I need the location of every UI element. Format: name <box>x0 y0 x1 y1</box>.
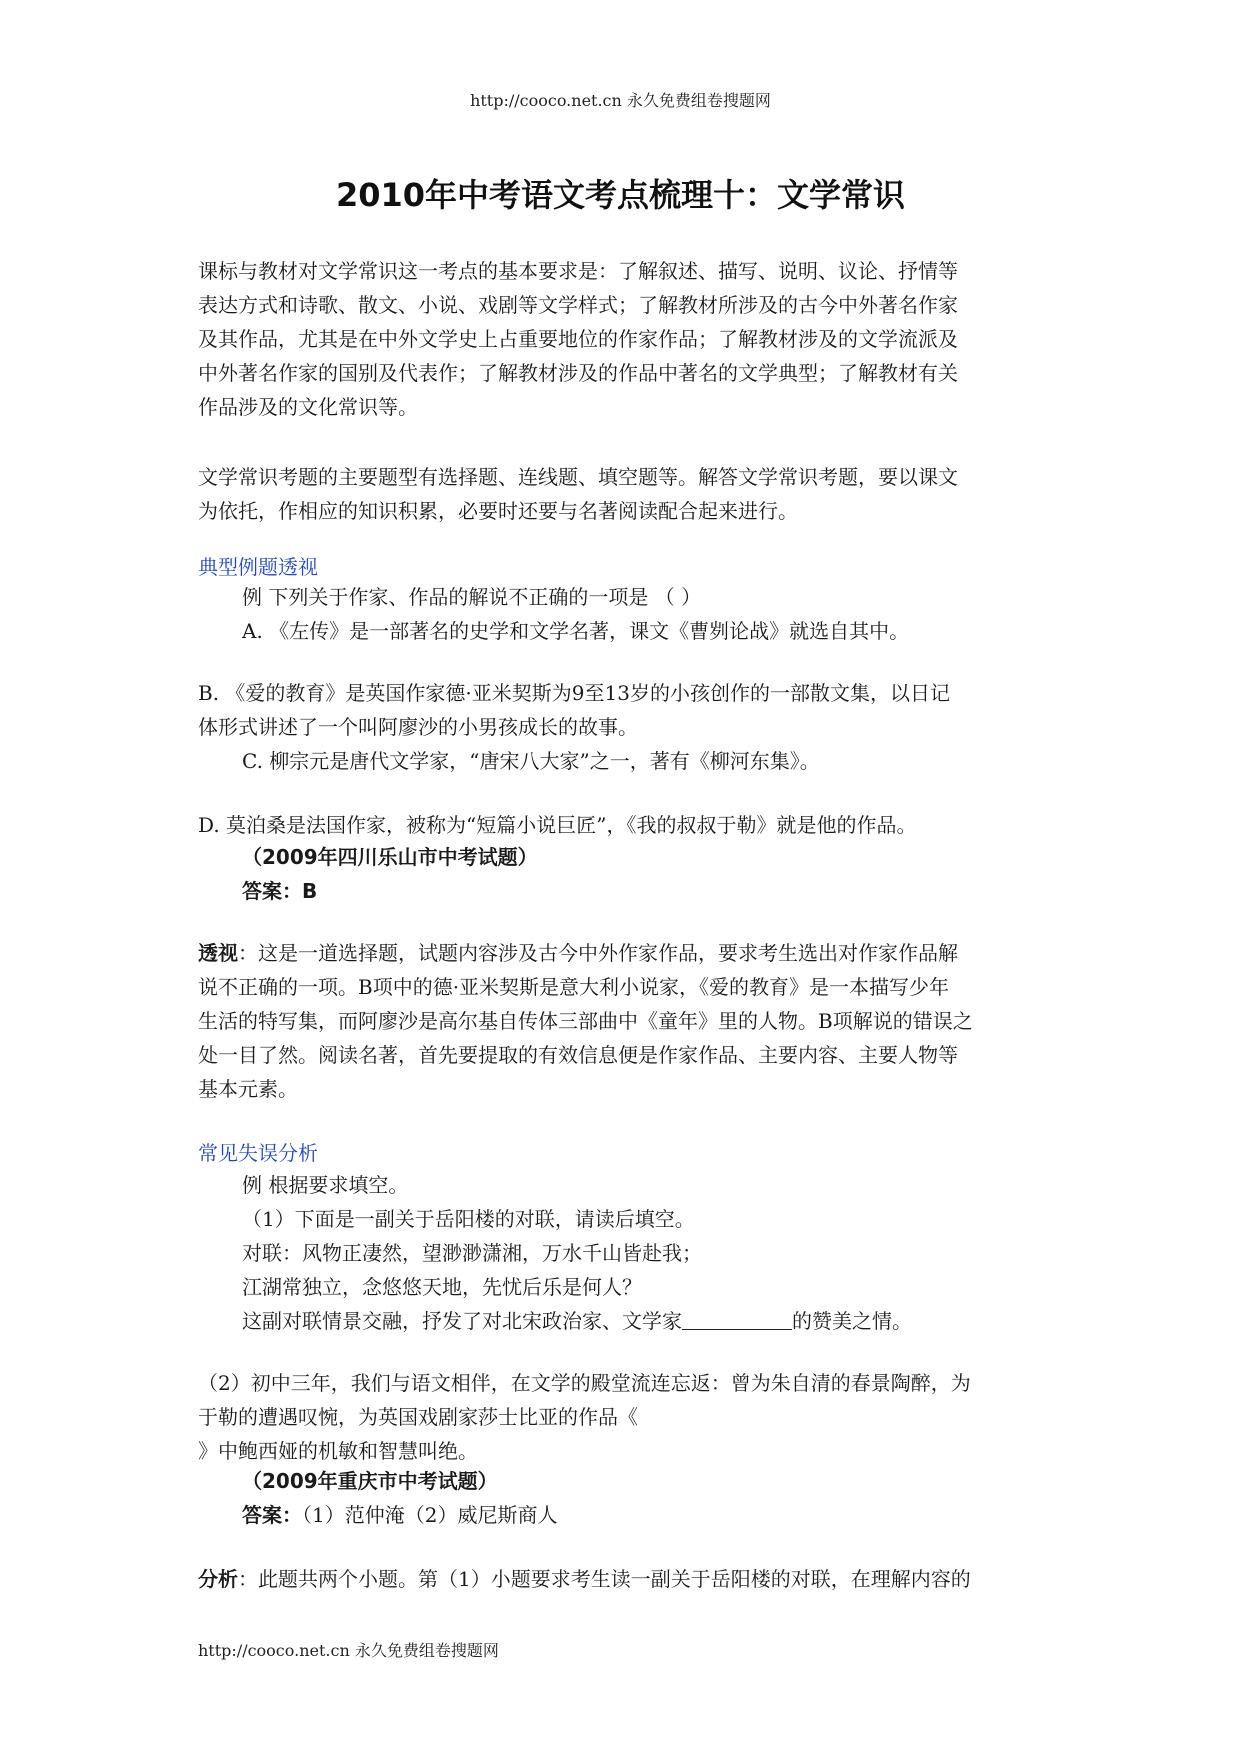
analysis-text: ：此题共两个小题。第（1）小题要求考生读一副关于岳阳楼的对联，在理解内容的 <box>238 1567 971 1591</box>
analysis-line: 说不正确的一项。B项中的德·亚米契斯是意大利小说家，《爱的教育》是一本描写少年 <box>198 975 950 999</box>
analysis-line <box>198 936 1058 970</box>
sub-question-2: 于勒的遭遇叹惋，为英国戏剧家莎士比亚的作品《 <box>198 1405 638 1429</box>
analysis-line: 处一目了然。阅读名著，首先要提取的有效信息便是作家作品、主要内容、主要人物等 <box>198 1043 958 1067</box>
intro-line: 课标与教材对文学常识这一考点的基本要求是：了解叙述、描写、说明、议论、抒情等 <box>198 259 958 283</box>
sub-question-2: （2）初中三年，我们与语文相伴，在文学的殿堂流连忘返：曾为朱自清的春景陶醉，为 <box>198 1371 971 1395</box>
fill-blank-line <box>242 1304 1102 1338</box>
option-c: C. 柳宗元是唐代文学家，“唐宋八大家”之一，著有《柳河东集》。 <box>242 749 820 773</box>
question-source: （2009年重庆市中考试题） <box>242 1469 498 1493</box>
page-title: 2010年中考语文考点梳理十：文学常识 <box>335 176 906 214</box>
analysis-line: 生活的特写集，而阿廖沙是高尔基自传体三部曲中《童年》里的人物。B项解说的错误之 <box>198 1009 973 1033</box>
answer <box>242 1498 1102 1532</box>
fill-before: 这副对联情景交融，抒发了对北宋政治家、文学家 <box>242 1309 682 1333</box>
section-heading-errors: 常见失误分析 <box>198 1141 318 1165</box>
types-line: 为依托，作相应的知识积累，必要时还要与名著阅读配合起来进行。 <box>198 499 798 523</box>
intro-line: 表达方式和诗歌、散文、小说、戏剧等文学样式；了解教材所涉及的古今中外著名作家 <box>198 293 958 317</box>
sub-question-2: 》中鲍西娅的机敏和智慧叫绝。 <box>198 1439 478 1463</box>
analysis-label: 透视 <box>198 941 238 965</box>
footer-url: http://cooco.net.cn 永久免费组卷搜题网 <box>198 1641 499 1660</box>
option-b: 体形式讲述了一个叫阿廖沙的小男孩成长的故事。 <box>198 715 638 739</box>
question-source: （2009年四川乐山市中考试题） <box>242 845 538 869</box>
header-url: http://cooco.net.cn 永久免费组卷搜题网 <box>470 91 771 110</box>
answer: 答案：B <box>242 879 318 903</box>
sub-question-1: （1）下面是一副关于岳阳楼的对联，请读后填空。 <box>242 1207 695 1231</box>
example-question: 例 下列关于作家、作品的解说不正确的一项是 （ ） <box>242 585 702 609</box>
intro-line: 作品涉及的文化常识等。 <box>198 395 418 419</box>
answer-blank <box>682 1307 792 1330</box>
analysis-line: 基本元素。 <box>198 1077 298 1101</box>
types-line: 文学常识考题的主要题型有选择题、连线题、填空题等。解答文学常识考题，要以课文 <box>198 465 958 489</box>
couplet-line: 江湖常独立，念悠悠天地，先忧后乐是何人？ <box>242 1275 642 1299</box>
answer-label: 答案： <box>242 1503 302 1527</box>
section-heading-typical: 典型例题透视 <box>198 555 318 579</box>
analysis-line <box>198 1562 1058 1596</box>
fill-after: 的赞美之情。 <box>792 1309 912 1333</box>
option-a: A. 《左传》是一部著名的史学和文学名著，课文《曹刿论战》就选自其中。 <box>242 619 910 643</box>
intro-line: 及其作品，尤其是在中外文学史上占重要地位的作家作品；了解教材涉及的文学流派及 <box>198 327 958 351</box>
option-b: B. 《爱的教育》是英国作家德·亚米契斯为9至13岁的小孩创作的一部散文集，以日记 <box>198 681 950 705</box>
intro-line: 中外著名作家的国别及代表作；了解教材涉及的作品中著名的文学典型；了解教材有关 <box>198 361 958 385</box>
couplet-line: 对联：风物正凄然，望渺渺潇湘，万水千山皆赴我； <box>242 1241 702 1265</box>
option-d: D. 莫泊桑是法国作家，被称为“短篇小说巨匠”，《我的叔叔于勒》就是他的作品。 <box>198 813 917 837</box>
analysis-label: 分析 <box>198 1567 238 1591</box>
answer-text: （1）范仲淹（2）威尼斯商人 <box>302 1503 558 1527</box>
analysis-text: ：这是一道选择题，试题内容涉及古今中外作家作品，要求考生选出对作家作品解 <box>238 941 958 965</box>
example-question: 例 根据要求填空。 <box>242 1173 409 1197</box>
